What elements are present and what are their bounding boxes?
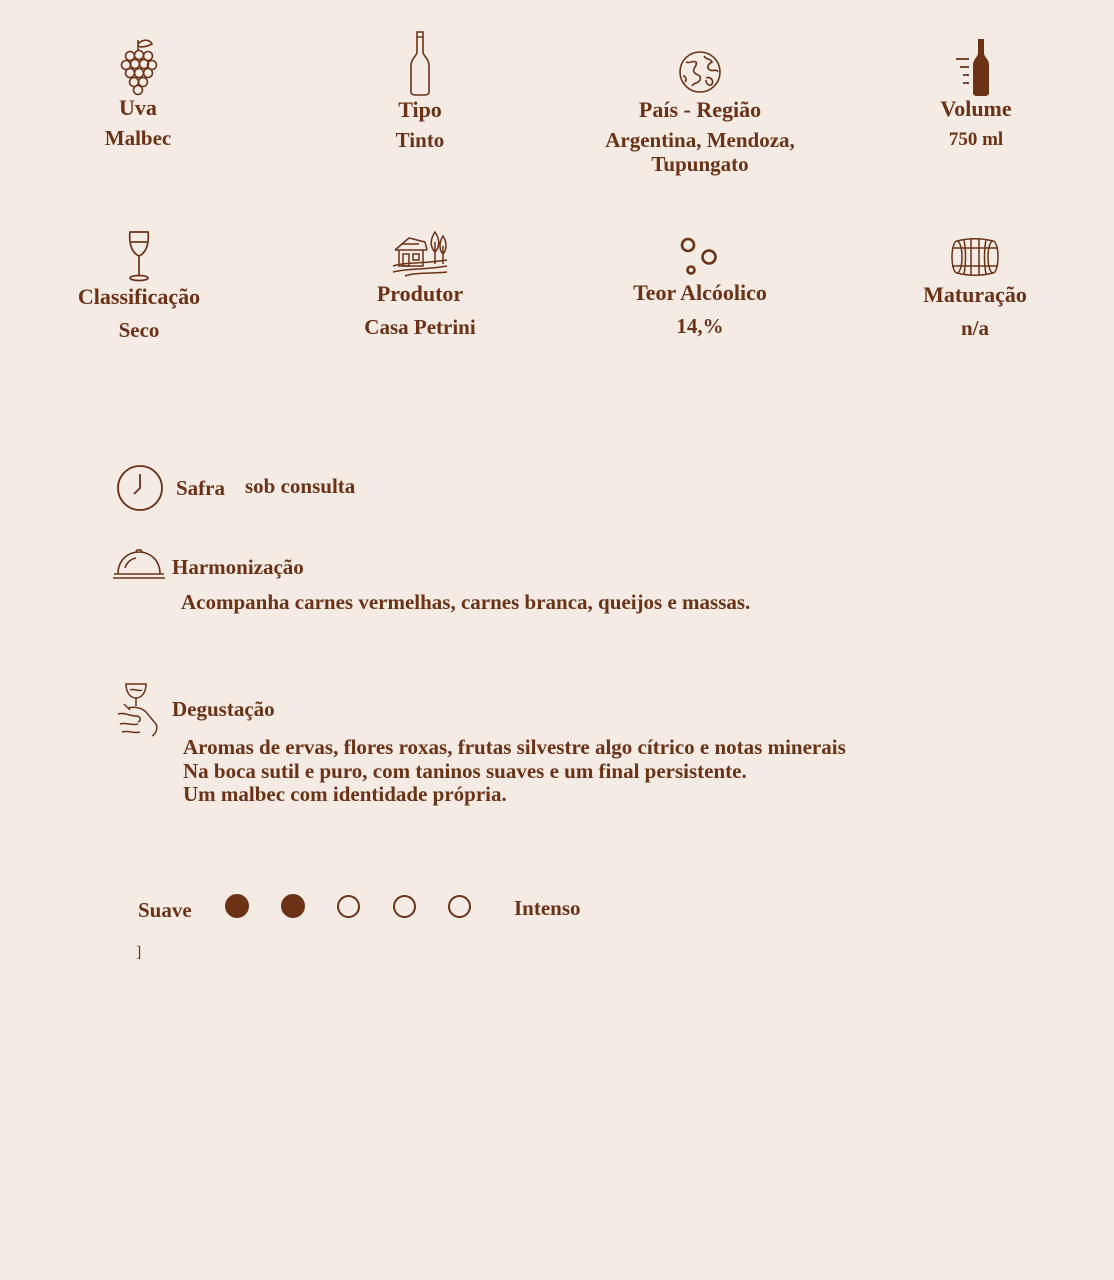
tasting-icon <box>116 680 162 738</box>
safra-label: Safra <box>176 476 225 500</box>
volume-bottle-icon <box>954 37 998 97</box>
spec-produtor <box>340 228 500 339</box>
degustacao-section <box>116 680 916 810</box>
spec-value: 14,% <box>676 314 724 338</box>
clock-icon <box>116 464 164 512</box>
spec-value: Malbec <box>104 126 172 150</box>
spec-value: Casa Petrini <box>364 315 476 339</box>
wine-bottle-icon <box>408 30 432 96</box>
bubbles-icon <box>678 236 722 278</box>
harmonizacao-text: Acompanha carnes vermelhas, carnes branca, queijos e massas. <box>181 590 751 614</box>
intensity-scale <box>138 890 598 930</box>
spec-label: Tipo <box>398 97 442 122</box>
spec-uva <box>68 36 208 150</box>
spec-value-line-2: Tupungato <box>651 152 749 176</box>
stray-mark: ] <box>136 944 142 961</box>
cloche-icon <box>112 546 166 582</box>
spec-classificacao <box>64 230 214 342</box>
spec-label: Uva <box>119 95 157 120</box>
safra-row <box>116 464 516 512</box>
degustacao-label: Degustação <box>172 697 275 721</box>
grape-icon <box>118 36 158 96</box>
spec-value: Tinto <box>395 128 445 152</box>
intensity-dot-filled <box>225 894 249 918</box>
spec-label: Volume <box>940 96 1012 121</box>
wine-glass-icon <box>126 230 152 282</box>
spec-teor <box>610 236 790 338</box>
spec-value: n/a <box>960 316 989 340</box>
globe-icon <box>678 50 722 94</box>
intensity-dot-empty <box>393 895 416 918</box>
intensity-min-label: Suave <box>138 898 192 922</box>
intensity-max-label: Intenso <box>514 896 581 920</box>
spec-volume <box>906 37 1046 152</box>
spec-value: Argentina, Mendoza, <box>605 128 795 152</box>
spec-tipo <box>350 30 490 152</box>
intensity-dot-filled <box>281 894 305 918</box>
spec-label: Teor Alcóolico <box>633 280 767 305</box>
barrel-icon <box>949 238 1001 276</box>
spec-value: 750 ml <box>948 129 1004 150</box>
spec-value: Seco <box>118 318 160 342</box>
degustacao-line-2: Na boca sutil e puro, com taninos suaves e um final persistente. <box>183 759 747 783</box>
degustacao-line-1: Aromas de ervas, flores roxas, frutas silvestre algo cítrico e notas minerais <box>183 735 846 759</box>
spec-maturacao <box>900 238 1050 340</box>
winery-icon <box>391 228 449 278</box>
spec-label: País - Região <box>638 97 762 122</box>
spec-label: Classificação <box>77 284 201 309</box>
spec-pais <box>580 50 820 176</box>
intensity-dot-empty <box>448 895 471 918</box>
spec-label: Maturação <box>923 282 1027 307</box>
intensity-dot-empty <box>337 895 360 918</box>
degustacao-line-3: Um malbec com identidade própria. <box>183 782 507 806</box>
safra-value: sob consulta <box>245 474 356 498</box>
harmonizacao-label: Harmonização <box>172 555 304 579</box>
spec-label: Produtor <box>376 281 464 306</box>
harmonizacao-section <box>112 546 832 618</box>
